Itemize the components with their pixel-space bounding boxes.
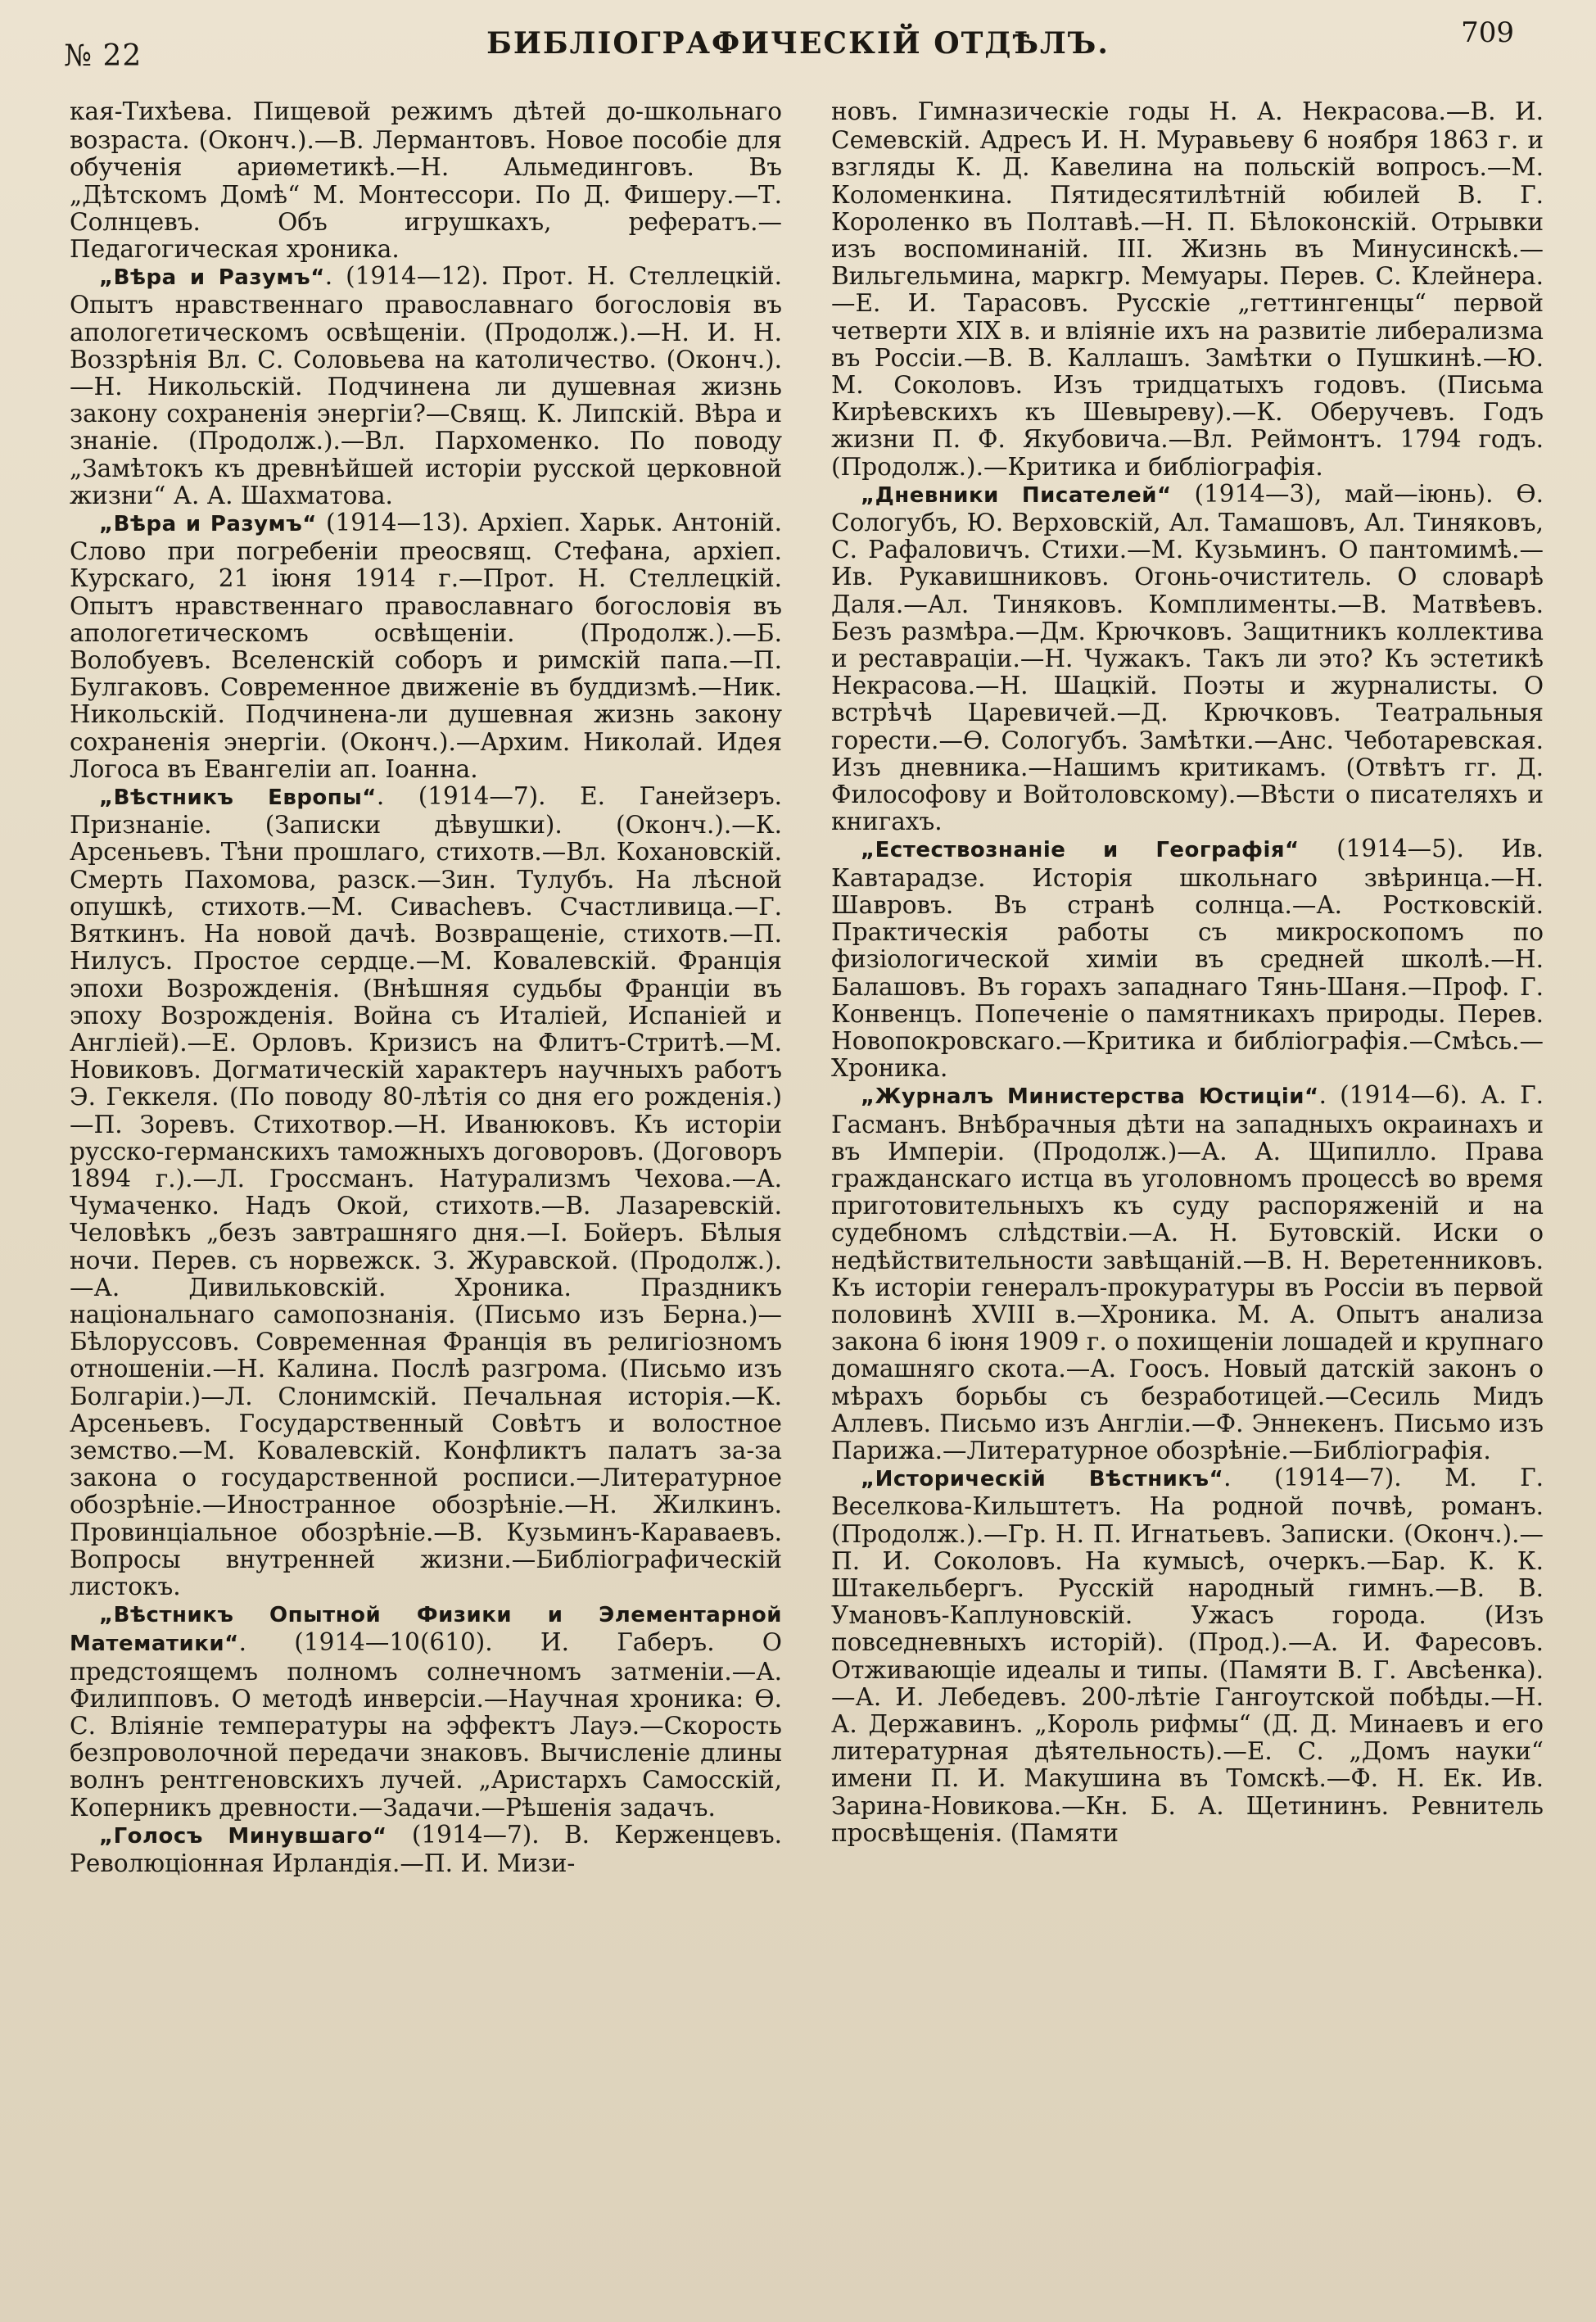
bibliography-entry <box>70 1822 782 1877</box>
entry-journal-title: „Вѣстникъ Европы“ <box>99 785 377 811</box>
entry-journal-title: „Историческій Вѣстникъ“ <box>861 1467 1224 1492</box>
entry-text: . (1914—7). Е. Ганейзеръ. Признаніе. (Записки дѣвушки). (Оконч.).—К. Арсеньевъ. Тѣни прошлаго, стихотв.—Вл. Кохановскій. Смерть Пахомова, разск.—Зин. Тулубъ. На лѣсной опушкѣ, стихотв.—М. Сиваchевъ. Счастливица.—Г. Вяткинъ. На новой дачѣ. Возвращеніе, стихотв.—П. Нилусъ. Простое сердце.—М. Ковалевскій. Франція эпохи Возрожденія. (Внѣшняя судьбы Франціи въ эпоху Возрожденія. Война съ Италіей, Испаніей и Англіей).—Е. Орловъ. Кризисъ на Флитъ-Стритѣ.—М. Новиковъ. Догматическій характеръ научныхъ работъ Э. Геккеля. (По поводу 80-лѣтія со дня его рожденія.)—П. Зоревъ. Стихотвор.—Н. Иванюковъ. Къ исторіи русско-германскихъ таможныхъ договоровъ. (Договоръ 1894 г.).—Л. Гроссманъ. Натурализмъ Чехова.—А. Чумаченко. Надъ Окой, стихотв.—В. Лазаревскій. Человѣкъ „безъ завтрашняго дня.—І. Бойеръ. Бѣлыя ночи. Перев. съ норвежск. З. Журавской. (Продолж.).—А. Дивильковскій. Хроника. Праздникъ національнаго самопознанія. (Письмо изъ Берна.)—Бѣлоруссовъ. Современная Франція въ религіозномъ отношеніи.—Н. Калина. Послѣ разгрома. (Письмо изъ Болгаріи.)—Л. Слонимскій. Печальная исторія.—К. Арсеньевъ. Государственный Совѣтъ и волостное земство.—М. Ковалевскій. Конфликтъ палатъ за-за закона о государственной росписи.—Литературное обозрѣніе.—Иностранное обозрѣніе.—Н. Жилкинъ. Провинціальное обозрѣніе.—В. Кузьминъ-Караваевъ. Вопросы внутренней жизни.—Библіографическій листокъ. <box>70 782 783 1600</box>
bibliography-entry <box>70 509 782 783</box>
right-column <box>831 98 1544 1847</box>
bibliography-entry <box>70 98 782 263</box>
bibliography-entry <box>70 1600 782 1822</box>
entry-text: . (1914—12). Прот. Н. Стеллецкій. Опытъ нравственнаго православнаго богословія въ апологетическомъ освѣщеніи. (Продолж.).—Н. И. Н. Воззрѣнія Вл. С. Соловьева на католичество. (Оконч.).—Н. Никольскій. Подчинена ли душевная жизнь закону сохраненія энергіи?—Свящ. К. Липскій. Вѣра и знаніе. (Продолж.).—Вл. Пархоменко. По поводу „Замѣтокъ къ древнѣйшей исторіи русской церковной жизни“ А. А. Шахматова. <box>70 262 782 509</box>
page-header <box>0 16 1596 74</box>
bibliography-entry <box>831 1082 1544 1464</box>
section-title: БИБЛІОГРАФИЧЕСКІЙ ОТДѢЛЪ. <box>486 26 1110 61</box>
entry-text: кая-Тихѣева. Пищевой режимъ дѣтей до-школьнаго возраста. (Оконч.).—В. Лермантовъ. Новое пособіе для обученія ариѳметикѣ.—Н. Альмединговъ. Въ „Дѣтскомъ Домѣ“ М. Монтессори. По Д. Фишеру.—Т. Солнцевъ. Объ игрушкахъ, рефератъ.—Педагогическая хроника. <box>70 97 782 264</box>
bibliography-entry <box>831 1464 1544 1847</box>
bibliography-entry <box>831 835 1544 1082</box>
entry-text: . (1914—6). А. Г. Гасманъ. Внѣбрачныя дѣти на западныхъ окраинахъ и въ Имперіи. (Продолж.)—А. А. Щипилло. Права гражданскаго истца въ уголовномъ процессѣ во время приготовительныхъ къ суду распоряженій и на судебномъ слѣдствіи.—А. Н. Бутовскій. Иски о недѣйствительности завѣщаній.—В. Н. Веретенниковъ. Къ исторіи генералъ-прокуратуры въ Россіи въ первой половинѣ XVIII в.—Хроника. М. А. Опытъ анализа закона 6 іюня 1909 г. о похищеніи лошадей и крупнаго домашняго скота.—А. Гоосъ. Новый датскій законъ о мѣрахъ борьбы съ безработицей.—Сесиль Мидъ Аллевъ. Письмо изъ Англіи.—Ф. Эннекенъ. Письмо изъ Парижа.—Литературное обозрѣніе.—Библіографія. <box>831 1081 1544 1464</box>
entry-journal-title: „Вѣра и Разумъ“ <box>99 512 317 537</box>
bibliography-entry <box>831 481 1544 836</box>
entry-text: . (1914—7). М. Г. Веселкова-Кильштетъ. На родной почвѣ, романъ. (Продолж.).—Гр. Н. П. Игнатьевъ. Записки. (Оконч.).—П. И. Соколовъ. На кумысѣ, очеркъ.—Бар. К. К. Штакельбергъ. Русскій народный гимнъ.—В. В. Умановъ-Каплуновскій. Ужасъ города. (Изъ повседневныхъ исторій). (Прод.).—А. И. Фаресовъ. Отживающіе идеалы и типы. (Памяти В. Г. Авсѣенка).—А. И. Лебедевъ. 200-лѣтіе Гангоутской побѣды.—Н. А. Державинъ. „Король рифмы“ (Д. Д. Минаевъ и его литературная дѣятельность).—Е. С. „Домъ науки“ имени П. И. Макушина въ Томскѣ.—Ф. Н. Ек. Ив. Зарина-Новикова.—Кн. Б. А. Щетининъ. Ревнитель просвѣщенія. (Памяти <box>831 1464 1544 1847</box>
entry-text: (1914—3), май—іюнь). Ѳ. Сологубъ, Ю. Верховскій, Ал. Тамашовъ, Ал. Тиняковъ, С. Рафаловичъ. Стихи.—М. Кузьминъ. О пантомимѣ.—Ив. Рукавишниковъ. Огонь-очиститель. О словарѣ Даля.—Ал. Тиняковъ. Комплименты.—В. Матвѣевъ. Безъ размѣра.—Дм. Крючковъ. Защитникъ коллектива и реставраціи.—Н. Чужакъ. Такъ ли это? Къ эстетикѣ Некрасова.—Н. Шацкій. Поэты и журналисты. О встрѣчѣ Царевичей.—Д. Крючковъ. Театральныя горести.—Ѳ. Сологубъ. Замѣтки.—Анс. Чеботаревская. Изъ дневника.—Нашимъ критикамъ. (Отвѣтъ гг. Д. Философову и Войтоловскому).—Вѣсти о писателяхъ и книгахъ. <box>831 479 1544 836</box>
entry-text: (1914—13). Архіеп. Харьк. Антоній. Слово при погребеніи преосвящ. Стефана, архіеп. Курскаго, 21 іюня 1914 г.—Прот. Н. Стеллецкій. Опытъ нравственнаго православнаго богословія въ апологетическомъ освѣщеніи. (Продолж.).—Б. Волобуевъ. Вселенскій соборъ и римскій папа.—П. Булгаковъ. Современное движеніе въ буддизмѣ.—Ник. Никольскій. Подчинена-ли душевная жизнь закону сохраненія энергіи. (Оконч.).—Архим. Николай. Идея Логоса въ Евангеліи ап. Іоанна. <box>70 509 782 783</box>
left-column <box>70 98 782 1877</box>
page-number: 709 <box>1461 16 1514 49</box>
entry-text: новъ. Гимназическіе годы Н. А. Некрасова.—В. И. Семевскій. Адресъ И. Н. Муравьеву 6 ноября 1863 г. и взгляды К. Д. Кавелина на польскій вопросъ.—М. Коломенкина. Пятидесятилѣтній юбилей В. Г. Короленко въ Полтавѣ.—Н. П. Бѣлоконскій. Отрывки изъ воспоминаній. III. Жизнь въ Минусинскѣ.—Вильгельмина, маркгр. Мемуары. Перев. С. Клейнера.—Е. И. Тарасовъ. Русскіе „геттингенцы“ первой четверти XIX в. и вліяніе ихъ на развитіе либерализма въ Россіи.—В. В. Каллашъ. Замѣтки о Пушкинѣ.—Ю. М. Соколовъ. Изъ тридцатыхъ годовъ. (Письма Кирѣевскихъ къ Шевыреву).—К. Оберучевъ. Годъ жизни П. Ф. Якубовича.—Вл. Реймонтъ. 1794 годъ. (Продолж.).—Критика и библіографія. <box>831 97 1544 481</box>
entry-journal-title: „Естествознаніе и Географія“ <box>861 838 1300 863</box>
entry-text: (1914—5). Ив. Кавтарадзе. Исторія школьнаго звѣринца.—Н. Шавровъ. Въ странѣ солнца.—А. Ростковскій. Практическія работы съ микроскопомъ по физіологической химіи въ средней школѣ.—Н. Балашовъ. Въ горахъ западнаго Тянь-Шаня.—Проф. Г. Конвенцъ. Попеченіе о памятникахъ природы. Перев. Новопокровскаго.—Критика и библіографія.—Смѣсь.—Хроника. <box>831 835 1544 1083</box>
bibliography-entry <box>70 783 782 1600</box>
entry-journal-title: „Вѣстникъ Опытной Физики и Элементарной Математики“ <box>70 1603 782 1657</box>
bibliography-entry <box>831 98 1544 481</box>
bibliography-entry <box>70 263 782 509</box>
entry-text: (1914—7). В. Керженцевъ. Революціонная Ирландія.—П. И. Мизи- <box>70 1820 782 1877</box>
entry-journal-title: „Журналъ Министерства Юстиціи“ <box>861 1084 1319 1110</box>
entry-journal-title: „Вѣра и Разумъ“ <box>99 265 325 291</box>
issue-number: № 22 <box>64 39 142 73</box>
entry-text: . (1914—10(610). И. Габеръ. О предстоящемъ полномъ солнечномъ затменіи.—А. Филипповъ. О методѣ инверсіи.—Научная хроника: Ѳ. С. Вліяніе температуры на эффектъ Лауэ.—Скорость безпроволочной передачи знаковъ. Вычисленіе длины волнъ рентгеновскихъ лучей. „Аристархъ Самосскій, Коперникъ древности.—Задачи.—Рѣшенія задачъ. <box>70 1628 782 1822</box>
entry-journal-title: „Дневники Писателей“ <box>861 482 1172 508</box>
entry-journal-title: „Голосъ Минувшаго“ <box>99 1823 387 1849</box>
